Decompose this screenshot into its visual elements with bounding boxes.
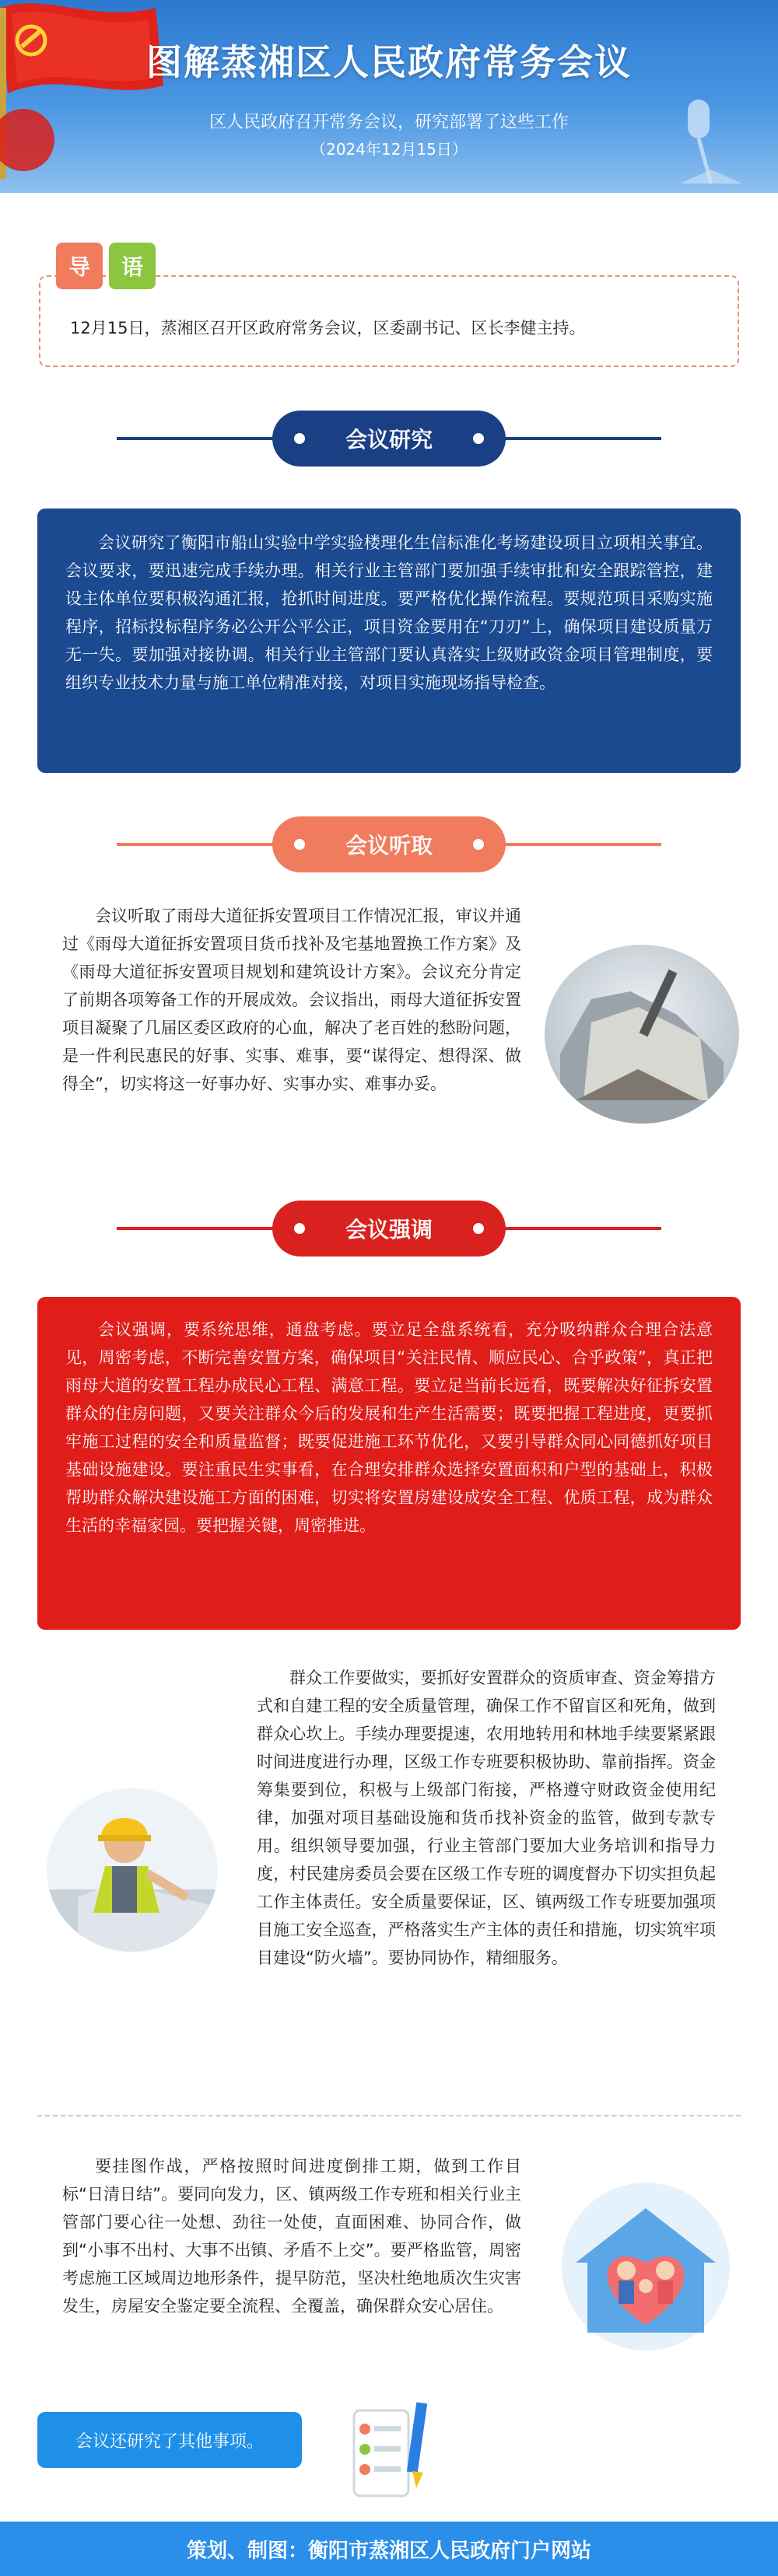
mass-work-text: 群众工作要做实，要抓好安置群众的资质审查、资金筹措方式和自建工程的安全质量管理，确保工作不留盲区和死角，做到群众心坎上。手续办理要提速，农用地转用和林地手续要紧紧跟时间进度进行办理，区级工作专班要积极协助、靠前指挥。资金筹集要到位，积极与上级部门衔接，严格遵守财政资金使用纪律，加强对项目基础设施和货币找补资金的监管，做到专款专用。组织领导要加强，行业主管部门要加大业务培训和指导力度，村民建房委员会要在区级工作专班的调度督办下切实担负起工作主体责任。安全质量要保证，区、镇两级工作专班要加强项目施工安全巡查，严格落实生产主体的责任和措施，切实筑牢项目建设“防火墙”。要协同协作，精细服务。 [257,1669,716,1967]
more-items-label: 会议还研究了其他事项。 [75,2431,264,2452]
heading-dot [294,1223,305,1234]
heading-dot [473,839,484,850]
heading-pill [272,816,506,872]
intro-text: 12月15日，蒸湘区召开区政府常务会议，区委副书记、区长李健主持。 [70,319,586,337]
plan-text: 要挂图作战，严格按照时间进度倒排工期，做到工作目标“日清日结”。要同向发力，区、镇两级工作专班和相关行业主管部门要心往一处想、劲往一处使，直面困难、协同合作，做到“小事不出村、大事不出镇、矛盾不上交”。要严格监管，周密考虑施工区域周边地形条件，提早防范，坚决杜绝地质次生灾害发生，房屋安全鉴定要全流程、全覆盖，确保群众安心居住。 [62,2157,521,2316]
research-box [37,509,741,773]
section-heading-research [0,411,778,467]
page-subtitle: 区人民政府召开常务会议，研究部署了这些工作 [209,113,569,132]
heading-line-left [117,437,280,440]
heading-pill [272,411,506,467]
footer-credit: 策划、制图：衡阳市蒸湘区人民政府门户网站 [186,2539,591,2563]
header-banner [0,0,778,193]
more-items-button[interactable] [37,2412,302,2468]
section-heading-emphasis [0,1201,778,1257]
heading-line-right [498,843,661,846]
heading-line-left [117,843,280,846]
heading-line-right [498,1227,661,1230]
heading-dot [294,433,305,444]
heading-dot [473,433,484,444]
heading-pill [272,1201,506,1257]
heading-line-right [498,437,661,440]
emphasis-text: 会议强调，要系统思维，通盘考虑。要立足全盘系统看，充分吸纳群众合理合法意见，周密考虑，不断完善安置方案，确保项目“关注民情、顺应民心、合乎政策”，真正把雨母大道的安置工程办成民心工程、满意工程。要立足当前长远看，既要解决好征拆安置群众的住房问题，又要关注群众今后的发展和生产生活需要；既要把握工程进度，更要抓牢施工过程的安全和质量监督；既要促进施工环节优化，又要引导群众同心同德抓好项目基础设施建设。要注重民生实事看，在合理安排群众选择安置面积和户型的基础上，积极帮助群众解决建设施工方面的困难，切实将安置房建设成安全工程、优质工程，成为群众生活的幸福家园。要把握关键，周密推进。 [65,1320,713,1535]
intro-tags [56,243,156,289]
listen-text: 会议听取了雨母大道征拆安置项目工作情况汇报，审议并通过《雨母大道征拆安置项目货币找补及宅基地置换工作方案》及《雨母大道征拆安置项目规划和建筑设计方案》。会议充分肯定了前期各项筹备工作的开展成效。会议指出，雨母大道征拆安置项目凝聚了几届区委区政府的心血，解决了老百姓的愁盼问题，是一件利民惠民的好事、实事、难事，要“谋得定、想得深、做得全”，切实将这一好事办好、实事办实、难事办妥。 [62,907,521,1093]
heading-label: 会议研究 [345,427,433,453]
heading-dot [473,1223,484,1234]
heading-label: 会议强调 [345,1217,433,1243]
page-date: （2024年12月15日） [310,140,468,159]
family-house-heart-icon [552,2177,739,2356]
intro-tag-1: 导 [56,243,103,289]
construction-worker-photo [47,1788,218,1952]
heading-label: 会议听取 [345,833,433,858]
checklist-pen-icon [346,2395,447,2504]
heading-line-left [117,1227,280,1230]
intro-tag-2: 语 [109,243,156,289]
emphasis-box [37,1297,741,1630]
section-heading-listen [0,816,778,872]
demolition-photo [545,945,739,1124]
research-text: 会议研究了衡阳市船山实验中学实验楼理化生信标准化考场建设项目立项相关事宜。会议要求，要迅速完成手续办理。相关行业主管部门要加强手续审批和安全跟踪管控，建设主体单位要积极沟通汇报，抢抓时间进度。要严格优化操作流程。要规范项目采购实施程序，招标投标程序务必公开公平公正，项目资金要用在“刀刃”上，确保项目建设质量万无一失。要加强对接协调。相关行业主管部门要认真落实上级财政资金项目管理制度，要组织专业技术力量与施工单位精准对接，对项目实施现场指导检查。 [65,533,713,692]
footer [0,2522,778,2576]
heading-dot [294,839,305,850]
section-divider [37,2115,741,2116]
page-title: 图解蒸湘区人民政府常务会议 [146,41,632,83]
